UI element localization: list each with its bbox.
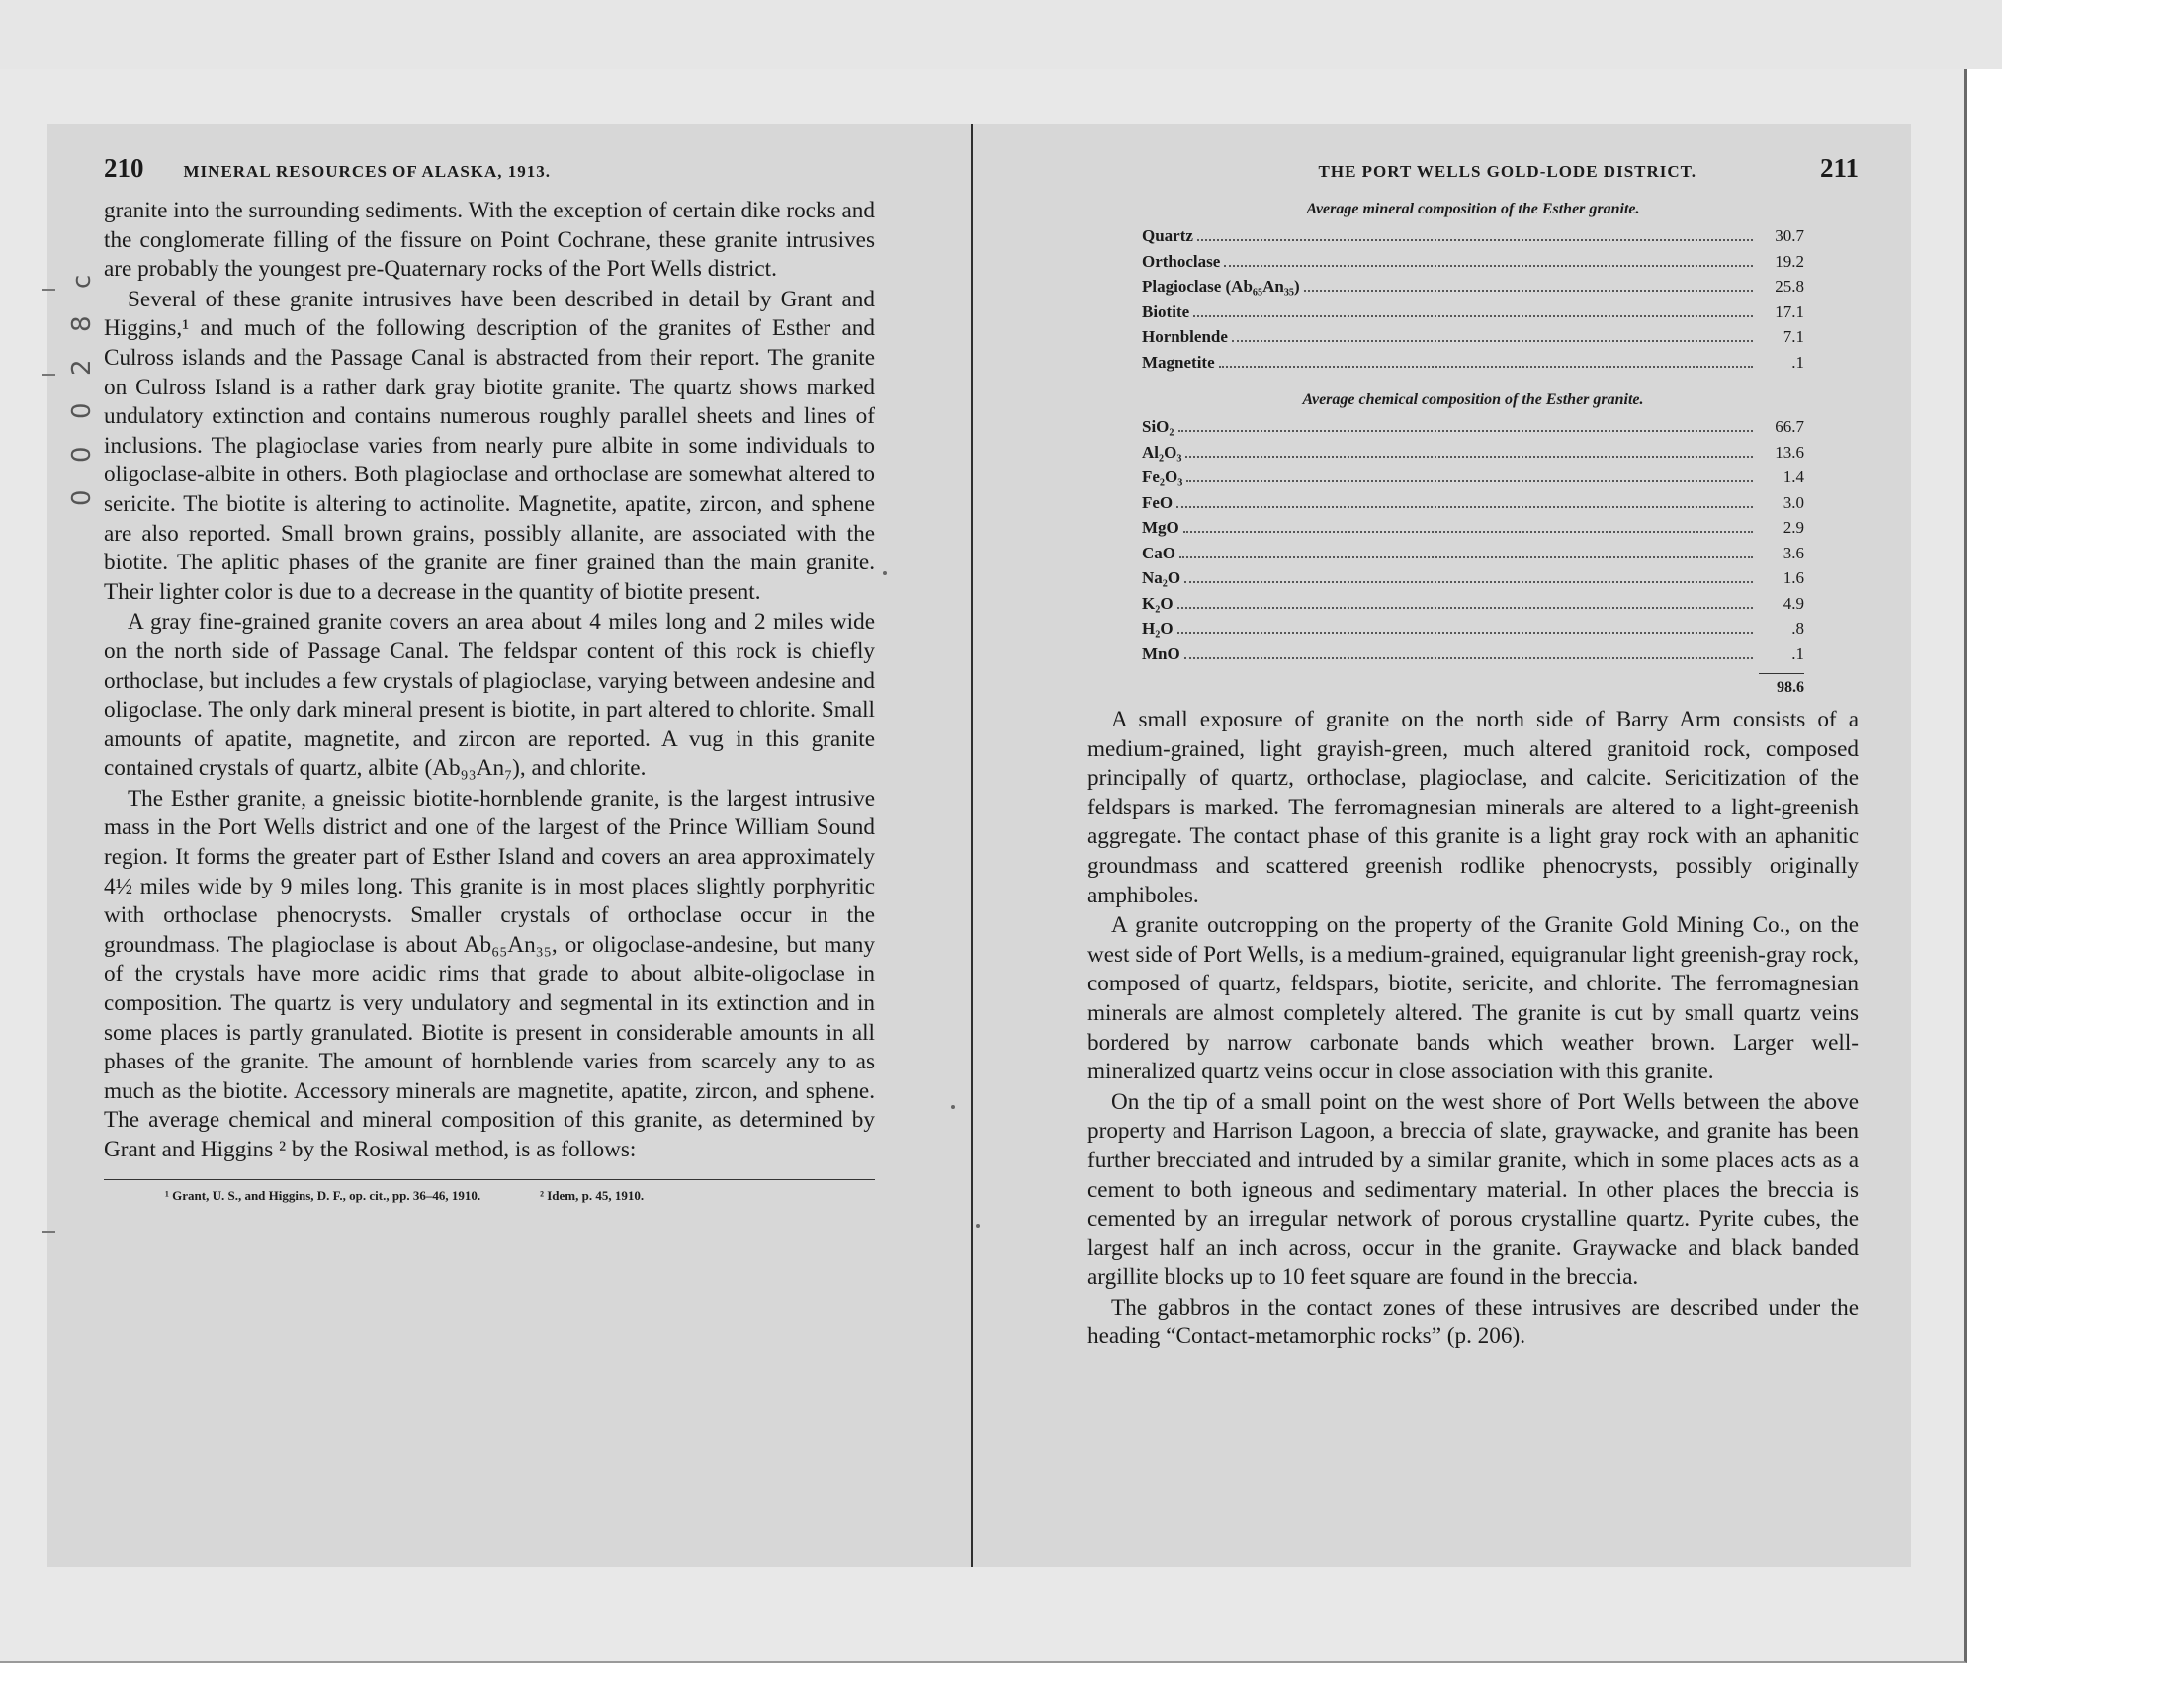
table-row <box>1142 302 1804 328</box>
margin-mark: 0 <box>67 446 97 463</box>
paragraph: On the tip of a small point on the west shore of Port Wells between the above property and Harrison Lagoon, a breccia of slate, graywacke, and granite has been further brecciated and intruded by a similar granite, which in some places acts as a cement to both igneous and sedimentary material. In other places the breccia is cemented by an irregular network of porous crystalline quartz. Pyrite cubes, the largest half an inch across, occur in the granite. Graywacke and black banded argillite blocks up to 10 feet square are found in the breccia. <box>1088 1088 1859 1291</box>
table-row <box>1142 252 1804 278</box>
leader-dots <box>1232 340 1753 342</box>
running-head-title: THE PORT WELLS GOLD-LODE DISTRICT. <box>1318 162 1696 181</box>
page-gutter <box>971 124 973 1567</box>
row-label: Orthoclase <box>1142 251 1221 271</box>
scan-background-top <box>0 0 2002 69</box>
row-label: Magnetite <box>1142 352 1215 372</box>
leader-dots <box>1224 265 1753 267</box>
table-row <box>1142 594 1804 620</box>
row-value: 3.6 <box>1783 543 1804 562</box>
leader-dots <box>1179 556 1753 558</box>
table-row <box>1142 417 1804 443</box>
chemical-table-caption: Average chemical composition of the Esther granite. <box>1302 391 1644 408</box>
table-row <box>1142 644 1804 670</box>
row-value: 19.2 <box>1775 251 1804 271</box>
margin-mark: c <box>67 274 97 289</box>
margin-marks <box>69 247 109 508</box>
row-value: 7.1 <box>1783 327 1804 346</box>
table-row <box>1142 568 1804 594</box>
paragraph: granite into the surrounding sediments. With the exception of certain dike rocks and the conglomerate filling of the fissure on Point Cochrane, these granite intrusives are probably the youngest pre-Quaternary rocks of the Port Wells district. <box>104 198 875 283</box>
margin-mark: 2 <box>67 359 97 376</box>
table-row <box>1142 468 1804 493</box>
row-label: Al₂O₃ <box>1142 442 1182 462</box>
scan-speck <box>883 571 887 575</box>
table-row <box>1142 353 1804 379</box>
row-label: Na₂O <box>1142 568 1181 587</box>
footnote: ² Idem, p. 45, 1910. <box>540 1187 645 1203</box>
row-label: Hornblende <box>1142 327 1228 346</box>
paragraph: Several of these granite intrusives have been described in detail by Grant and Higgins,¹ and much of the following description of the granites of Esther and Culross islands and the Passage Canal is abstracted from their report. The granite on Culross Island is a rather dark gray biotite granite. The quartz shows marked undulatory extinction and contains numerous roughly parallel sheets and lines of inclusions. The plagioclase varies from nearly pure albite in some individuals to oligoclase-albite in others. Both plagioclase and orthoclase are somewhat altered to sericite. The biotite is altering to actinolite. Magnetite, apatite, zircon, and sphene are also reported. Small brown grains, possibly allanite, are associated with the biotite. The aplitic phases of the granite are finer grained than the main granite. Their lighter color is due to a decrease in the quantity of biotite present. <box>104 286 875 605</box>
footnote: ¹ Grant, U. S., and Higgins, D. F., op. cit., pp. 36–46, 1910. <box>165 1187 481 1203</box>
row-value: .8 <box>1791 619 1804 638</box>
table-row <box>1142 226 1804 252</box>
row-value: .1 <box>1791 352 1804 372</box>
paragraph: A granite outcropping on the property of the Granite Gold Mining Co., on the west side of Port Wells, is a medium-grained, equigranular light greenish-gray rock, composed of quartz, feldspars, biotite, sericite, and chlorite. The ferromagnesian minerals are almost completely altered. The granite is cut by small quartz veins bordered by narrow carbonate bands which weather brown. Larger well-mineralized quartz veins occur in close association with this granite. <box>1088 912 1859 1085</box>
margin-mark: 8 <box>67 315 97 332</box>
row-label: CaO <box>1142 543 1175 562</box>
table-row <box>1142 493 1804 519</box>
scan-speck <box>951 1105 955 1109</box>
scan-speck <box>976 1224 980 1228</box>
row-label: Plagioclase (Ab₆₅An₃₅) <box>1142 277 1300 296</box>
table-row <box>1142 443 1804 469</box>
scan-mark <box>42 289 55 291</box>
row-label: Fe₂O₃ <box>1142 468 1183 486</box>
leader-dots <box>1184 581 1753 583</box>
paragraph: A small exposure of granite on the north side of Barry Arm consists of a medium-grained, light grayish-green, much altered granitoid rock, composed principally of quartz, orthoclase, plagioclase, and calcite. Sericitization of the feldspars is marked. The ferromagnesian minerals are altered to a light-greenish aggregate. The contact phase of this granite is a light gray rock with an aphanitic groundmass and scattered greenish rodlike phenocrysts, possibly originally amphiboles. <box>1088 707 1859 908</box>
row-value: 25.8 <box>1775 277 1804 296</box>
scan-mark <box>42 1231 55 1233</box>
leader-dots <box>1183 531 1753 533</box>
paragraph: A gray fine-grained granite covers an area about 4 miles long and 2 miles wide on the north side of Passage Canal. The feldspar content of this rock is chiefly orthoclase, but includes a few crystals of plagioclase, varying between andesine and oligoclase. The only dark mineral present is biotite, in part altered to chlorite. Small amounts of apatite, magnetite, and zircon are reported. A vug in this granite contained crystals of quartz, albite (Ab₉₃An₇), and chlorite. <box>104 609 875 782</box>
scan-background-right <box>2002 0 2175 1708</box>
margin-mark: 0 <box>67 489 97 506</box>
leader-dots <box>1304 290 1753 292</box>
row-label: FeO <box>1142 492 1174 512</box>
row-label: Quartz <box>1142 226 1193 245</box>
row-label: K₂O <box>1142 593 1174 613</box>
leader-dots <box>1185 456 1753 458</box>
row-label: H₂O <box>1142 619 1174 638</box>
right-page <box>1088 153 1859 1352</box>
table-row <box>1142 518 1804 544</box>
table-row <box>1142 619 1804 644</box>
leader-dots <box>1178 430 1754 432</box>
leader-dots <box>1176 506 1753 508</box>
row-label: SiO₂ <box>1142 417 1174 436</box>
row-value: 3.0 <box>1783 492 1804 512</box>
row-value: 30.7 <box>1775 226 1804 245</box>
mineral-composition-table <box>1142 226 1804 378</box>
row-value: 13.6 <box>1775 442 1804 462</box>
row-label: Biotite <box>1142 301 1190 321</box>
running-head-title: MINERAL RESOURCES OF ALASKA, 1913. <box>183 162 552 181</box>
row-value: 4.9 <box>1783 593 1804 613</box>
leader-dots <box>1197 239 1753 241</box>
row-label: MnO <box>1142 643 1180 663</box>
left-page <box>104 153 875 1204</box>
page-number: 211 <box>1819 153 1859 183</box>
leader-dots <box>1193 315 1753 317</box>
page-number: 210 <box>104 153 144 183</box>
leader-dots <box>1177 607 1753 609</box>
leader-dots <box>1219 366 1753 368</box>
row-value: 66.7 <box>1775 417 1804 436</box>
row-value: .1 <box>1791 643 1804 663</box>
leader-dots <box>1177 632 1753 634</box>
row-value: 2.9 <box>1783 518 1804 537</box>
paragraph: The gabbros in the contact zones of these intrusives are described under the heading “Contact-metamorphic rocks” (p. 206). <box>1088 1294 1859 1350</box>
table-row <box>1142 544 1804 569</box>
chemical-total: 98.6 <box>1777 679 1804 696</box>
mineral-table-caption: Average mineral composition of the Esther granite. <box>1306 201 1640 217</box>
row-value: 1.4 <box>1783 468 1804 486</box>
table-row <box>1142 327 1804 353</box>
margin-mark: 0 <box>67 402 97 419</box>
table-row <box>1142 277 1804 302</box>
paragraph: The Esther granite, a gneissic biotite-hornblende granite, is the largest intrusive mass in the Port Wells district and one of the largest of the Prince William Sound region. It forms the greater part of Esther Island and covers an area approximately 4½ miles wide by 9 miles long. This granite is in most places slightly porphyritic with orthoclase phenocrysts. Smaller crystals of orthoclase occur in the groundmass. The plagioclase is about Ab₆₅An₃₅, or oligoclase-andesine, but many of the crystals have more acidic rims that grade to about albite-oligoclase in composition. The quartz is very undulatory and segmental in its extinction and in some places is partly granulated. Biotite is present in considerable amounts in all phases of the granite. The amount of hornblende varies from scarcely any to as much as the biotite. Accessory minerals are magnetite, apatite, zircon, and sphene. The average chemical and mineral composition of this granite, as determined by Grant and Higgins ² by the Rosiwal method, is as follows: <box>104 785 875 1162</box>
chemical-composition-table <box>1142 417 1804 702</box>
row-label: MgO <box>1142 518 1179 537</box>
scan-mark <box>42 374 55 376</box>
leader-dots <box>1186 480 1753 482</box>
row-value: 17.1 <box>1775 301 1804 321</box>
leader-dots <box>1184 657 1753 659</box>
footnotes <box>104 1179 875 1204</box>
running-head <box>1088 153 1859 197</box>
row-value: 1.6 <box>1783 568 1804 587</box>
running-head <box>104 153 875 197</box>
